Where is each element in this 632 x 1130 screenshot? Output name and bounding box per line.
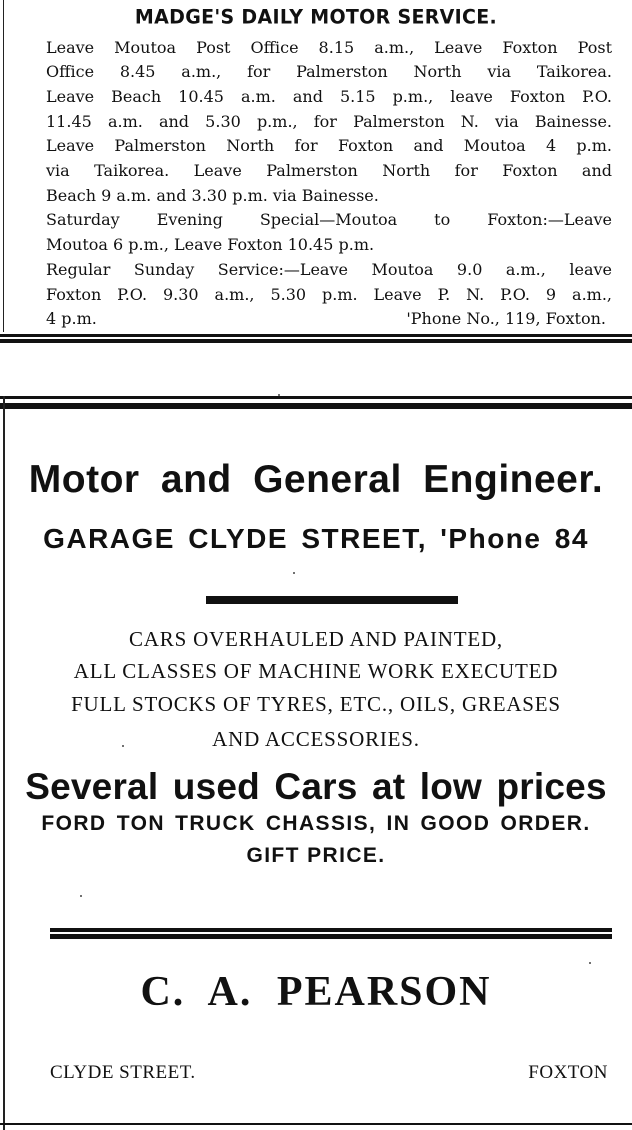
garage-line: GARAGE CLYDE STREET, 'Phone 84 (43, 523, 589, 554)
divider-rule (0, 334, 632, 337)
truck-line: FORD TON TRUCK CHASSIS, IN GOOD ORDER. (41, 812, 591, 835)
madge-line: Office 8.45 a.m., for Palmerston North via Taikorea. (46, 62, 612, 81)
print-speck (80, 895, 82, 897)
service-line: FULL STOCKS OF TYRES, ETC., OILS, GREASES (71, 692, 561, 716)
madge-phone: 'Phone No., 119, Foxton. (406, 309, 606, 328)
print-speck (589, 962, 591, 964)
print-speck (278, 394, 280, 396)
used-cars-headline: Several used Cars at low prices (25, 766, 607, 807)
service-line: ALL CLASSES OF MACHINE WORK EXECUTED (73, 659, 559, 683)
gift-price-line: GIFT PRICE. (246, 844, 386, 867)
madge-line: 11.45 a.m. and 5.30 p.m., for Palmerston N. via Bainesse. (46, 112, 612, 131)
divider-rule (0, 339, 632, 343)
madge-line: Leave Beach 10.45 a.m. and 5.15 p.m., leave Foxton P.O. (46, 87, 612, 106)
madge-line: Leave Palmerston North for Foxton and Moutoa 4 p.m. (46, 136, 612, 155)
engineer-headline: Motor and General Engineer. (28, 458, 604, 501)
print-speck (293, 572, 295, 574)
divider-rule (0, 1123, 632, 1125)
service-line: CARS OVERHAULED AND PAINTED, (129, 627, 503, 651)
madge-line: via Taikorea. Leave Palmerston North for Foxton and (46, 161, 612, 180)
madge-line: Moutoa 6 p.m., Leave Foxton 10.45 p.m. (46, 235, 375, 254)
madge-line: Leave Moutoa Post Office 8.15 a.m., Leave Foxton Post (46, 38, 612, 57)
pearson-advertisement (3, 396, 632, 1130)
madge-line: Regular Sunday Service:—Leave Moutoa 9.0 a.m., leave (46, 260, 612, 279)
divider-bar (206, 596, 458, 604)
madge-line: Beach 9 a.m. and 3.30 p.m. via Bainesse. (46, 186, 379, 205)
divider-bar (50, 928, 612, 932)
service-line: AND ACCESSORIES. (212, 727, 420, 751)
madge-line: 4 p.m. (46, 309, 97, 328)
address-street: CLYDE STREET. (50, 1062, 196, 1083)
madge-line: Saturday Evening Special—Moutoa to Foxton:—Leave (46, 210, 612, 229)
madge-title: MADGE'S DAILY MOTOR SERVICE. (134, 5, 498, 29)
address-town: FOXTON (528, 1062, 608, 1083)
proprietor-name: C. A. PEARSON (140, 969, 492, 1015)
print-speck (122, 745, 124, 747)
divider-bar (50, 934, 612, 939)
madge-line: Foxton P.O. 9.30 a.m., 5.30 p.m. Leave P. N. P.O. 9 a.m., (46, 285, 612, 304)
